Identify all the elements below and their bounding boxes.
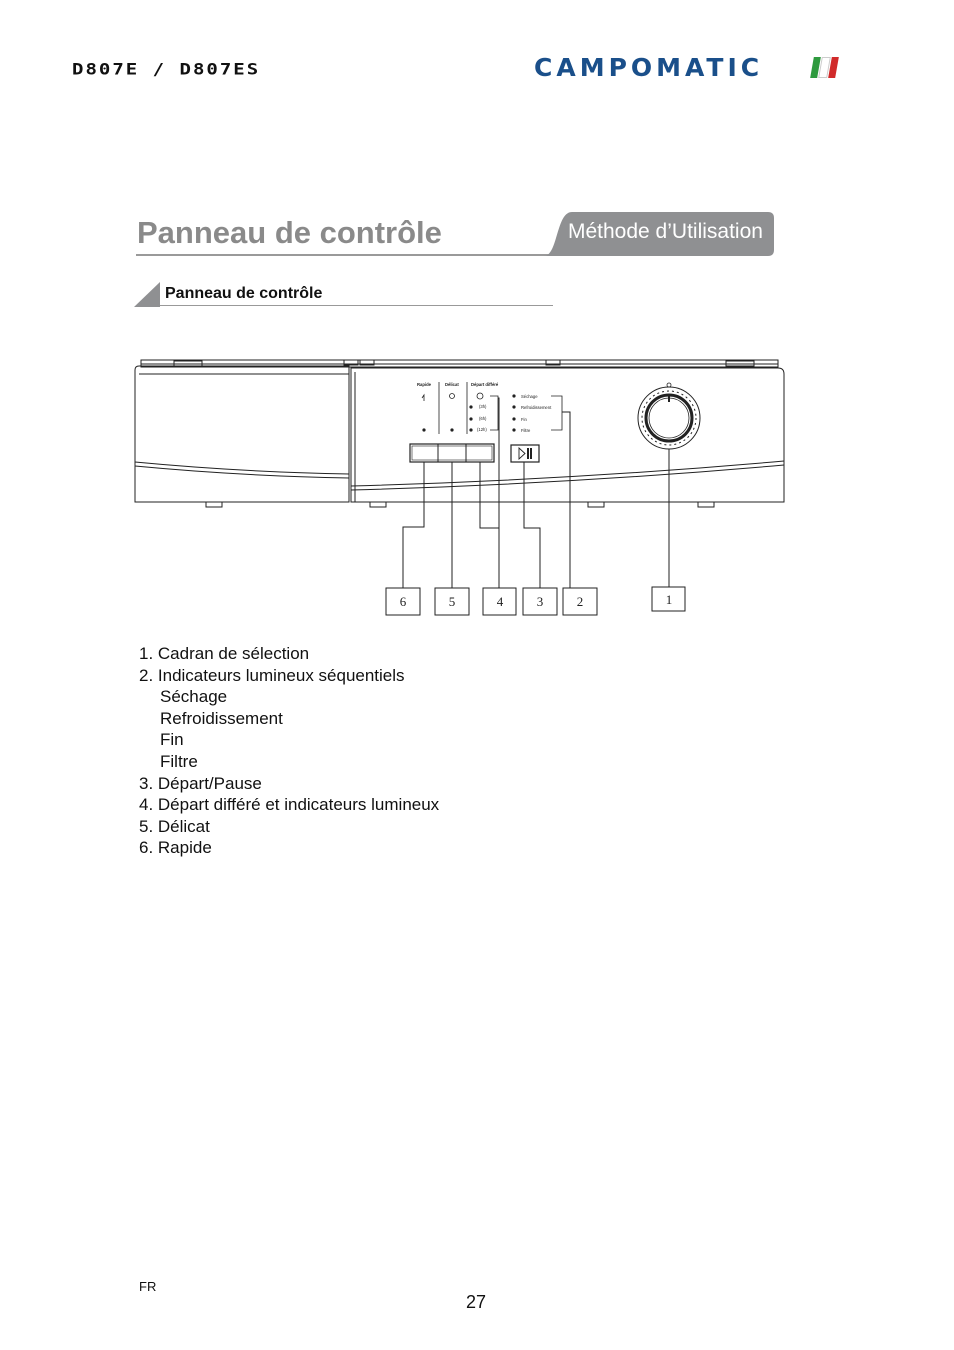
subsection-title: Panneau de contrôle <box>165 285 323 302</box>
subsection-underline <box>160 305 553 306</box>
selector-dial <box>638 383 700 449</box>
led-fin <box>512 417 515 420</box>
label-3h: (3h) <box>479 404 487 409</box>
callout-3: 3 <box>536 594 544 609</box>
label-12h: (12h) <box>477 427 487 432</box>
legend-list <box>139 643 439 859</box>
title-underline <box>136 254 556 256</box>
left-panel <box>135 366 349 507</box>
panel-icons <box>422 393 483 401</box>
legend-item: 5. Délicat <box>139 816 210 836</box>
callout-4: 4 <box>496 594 504 609</box>
model-number: D807E / D807ES <box>72 60 261 79</box>
panel-labels <box>417 382 552 433</box>
led-delicat <box>450 428 453 431</box>
callout-5: 5 <box>448 594 456 609</box>
brand-logo <box>534 55 838 81</box>
label-filtre: Filtre <box>521 428 531 433</box>
led-rapide <box>422 428 425 431</box>
play-icon <box>519 448 525 459</box>
control-panel-diagram <box>130 356 790 620</box>
section-tab <box>544 212 774 256</box>
page-title: Panneau de contrôle <box>137 215 442 250</box>
callout-6: 6 <box>399 594 407 609</box>
panel-separators <box>439 382 467 434</box>
callout-leaders <box>403 398 669 588</box>
legend-subitem: Séchage <box>160 687 228 707</box>
indicator-leds <box>422 394 515 431</box>
label-delicat: Délicat <box>445 382 459 387</box>
label-refroidissement: Refroidissement <box>521 405 552 410</box>
callout-numbers <box>400 592 673 609</box>
led-filtre <box>512 428 515 431</box>
right-panel <box>351 368 784 507</box>
callout-1: 1 <box>665 592 673 607</box>
led-6h <box>469 417 472 420</box>
delay-bracket <box>490 396 498 430</box>
led-sechage <box>512 394 515 397</box>
tab-label: Méthode d’Utilisation <box>568 220 763 243</box>
rapide-icon <box>422 395 424 401</box>
sequence-bracket <box>551 396 562 430</box>
buttons <box>410 444 539 462</box>
legend-item: 2. Indicateurs lumineux séquentiels <box>139 665 405 685</box>
pause-bar-icon <box>527 448 529 459</box>
label-depart: Départ différé <box>471 382 499 387</box>
subsection-header <box>132 280 554 308</box>
legend-subitem: Refroidissement <box>160 708 283 728</box>
legend-item: 4. Départ différé et indicateurs lumineux <box>139 795 440 815</box>
legend-item: 1. Cadran de sélection <box>139 644 310 663</box>
legend-item: 3. Départ/Pause <box>139 773 262 793</box>
led-12h <box>469 428 472 431</box>
section-header <box>136 210 774 258</box>
legend-subitem: Fin <box>160 730 184 750</box>
label-6h: (6h) <box>479 416 487 421</box>
callout-boxes <box>386 587 685 615</box>
legend-item: 6. Rapide <box>139 838 212 858</box>
label-fin: Fin <box>521 417 527 422</box>
led-refroidissement <box>512 405 515 408</box>
language-code: FR <box>139 1279 157 1294</box>
triangle-marker-icon <box>132 280 162 308</box>
clock-icon <box>477 393 483 399</box>
label-rapide: Rapide <box>417 382 431 387</box>
italy-flag-icon <box>810 57 840 78</box>
brand-name: CAMPOMATIC <box>534 53 764 82</box>
page-number: 27 <box>466 1292 487 1312</box>
legend-subitem: Filtre <box>160 751 198 771</box>
led-3h <box>469 405 472 408</box>
label-sechage: Séchage <box>521 394 538 399</box>
callout-2: 2 <box>576 594 584 609</box>
delicat-icon <box>450 394 455 399</box>
